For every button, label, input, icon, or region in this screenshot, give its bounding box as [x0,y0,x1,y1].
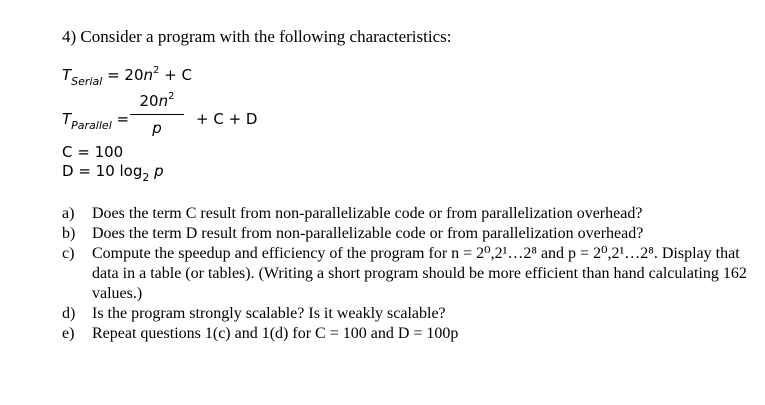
problem-heading: 4) Consider a program with the following characteristics: [62,27,452,46]
t-serial-symbol: T [62,66,72,84]
t-serial-var: n [143,66,154,84]
c-definition: C = 100 [62,143,124,161]
d-log-base: 2 [142,171,150,184]
question-label: a) [62,205,75,222]
fraction-denominator: p [152,119,162,137]
question-text: Compute the speedup and efficiency of the program for n = 2⁰,2¹…2⁸ and p = 2⁰,2¹…2⁸. Display that data in a table (or tables). (Writing a short program should be more efficient than hand calculating 162 values.) [92,245,747,302]
t-parallel-subscript: Parallel [71,119,112,132]
t-parallel-fraction [130,92,184,137]
t-parallel-symbol: T [62,110,72,128]
question-label: c) [62,245,75,262]
t-parallel-rest: + C + D [196,110,258,128]
question-b [62,224,762,244]
d-definition [62,162,164,184]
question-e [62,324,762,344]
t-parallel-lhs [62,110,130,132]
question-label: d) [62,305,76,322]
d-lhs: D = 10 log [62,162,143,180]
fraction-bar [130,114,184,115]
question-text: Is the program strongly scalable? Is it weakly scalable? [92,305,446,322]
t-serial-exponent: 2 [153,65,160,76]
t-serial-equation [62,65,192,88]
question-d [62,304,762,324]
fraction-numerator: $20n^2$ [139,91,175,110]
question-text: Does the term D result from non-parallelizable code or from parallelization overhead? [92,225,644,242]
question-label: b) [62,225,76,242]
t-parallel-equals: = [111,110,130,128]
t-serial-rest: + C [159,66,192,84]
question-text: Does the term C result from non-parallelizable code or from parallelization overhead? [92,205,643,222]
question-list [62,204,762,344]
question-c [62,244,762,304]
t-serial-equals: = 20 [102,66,144,84]
t-serial-subscript: Serial [71,75,103,88]
d-var: p [149,162,164,180]
question-text: Repeat questions 1(c) and 1(d) for C = 100 and D = 100p [92,325,459,342]
question-label: e) [62,325,75,342]
question-a [62,204,762,224]
